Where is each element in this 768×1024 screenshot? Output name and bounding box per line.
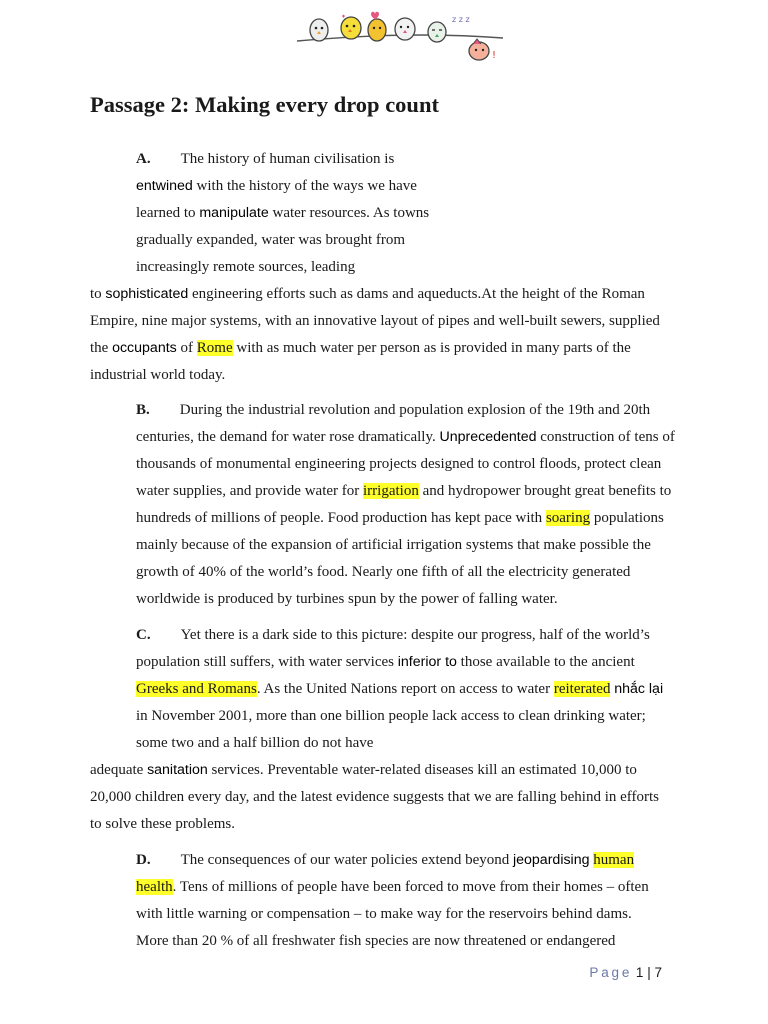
line: Greeks and Romans. As the United Nations report on access to water reiterated nhắc lại bbox=[136, 681, 664, 697]
bird-5-icon bbox=[428, 22, 446, 42]
line: hundreds of millions of people. Food production has kept pace with soaring populations bbox=[136, 510, 664, 526]
line: to solve these problems. bbox=[90, 816, 235, 832]
page-total: 7 bbox=[654, 965, 662, 980]
highlight: Rome bbox=[196, 340, 233, 356]
vietnamese-note: nhắc lại bbox=[614, 681, 664, 697]
highlight: health bbox=[136, 879, 173, 895]
line: thousands of monumental engineering projects designed to control floods, protect clean bbox=[136, 456, 662, 472]
line: C. Yet there is a dark side to this picture: despite our progress, half of the world’s bbox=[136, 627, 650, 643]
bird-3-icon bbox=[368, 12, 386, 41]
line: entwined with the history of the ways we have bbox=[136, 178, 417, 194]
svg-text:!: ! bbox=[492, 50, 497, 61]
page-number: 1 bbox=[635, 965, 644, 980]
bird-4-icon bbox=[395, 18, 415, 40]
line: some two and a half billion do not have bbox=[136, 735, 374, 751]
keyword: entwined bbox=[136, 178, 193, 194]
line: learned to manipulate water resources. As towns bbox=[136, 205, 430, 221]
line: health. Tens of millions of people have been forced to move from their homes – often bbox=[136, 879, 649, 895]
line: with little warning or compensation – to make way for the reservoirs behind dams. bbox=[136, 906, 632, 922]
line: B. During the industrial revolution and population explosion of the 19th and 20th bbox=[136, 402, 651, 418]
line: 20,000 children every day, and the latest evidence suggests that we are falling behind in efforts bbox=[90, 789, 659, 805]
line: water supplies, and provide water for irrigation and hydropower brought great benefits to bbox=[136, 483, 672, 499]
keyword: Unprecedented bbox=[439, 429, 537, 445]
keyword: manipulate bbox=[199, 205, 269, 221]
page-label: Page bbox=[589, 965, 633, 980]
line: growth of 40% of the world’s food. Nearly one fifth of all the electricity generated bbox=[136, 564, 631, 580]
line: D. The consequences of our water policies extend beyond jeopardising human bbox=[136, 852, 635, 868]
paragraph-letter: B. bbox=[136, 402, 150, 418]
highlight: Greeks and Romans bbox=[136, 681, 257, 697]
line: the occupants of Rome with as much water per person as is provided in many parts of the bbox=[90, 340, 631, 356]
svg-text:z z z: z z z bbox=[452, 15, 470, 24]
page-separator: | bbox=[647, 965, 651, 980]
bird-1-icon bbox=[310, 19, 328, 41]
bird-2-icon bbox=[341, 17, 361, 39]
line: More than 20 % of all freshwater fish species are now threatened or endangered bbox=[136, 933, 616, 949]
line: increasingly remote sources, leading bbox=[136, 259, 356, 275]
line: population still suffers, with water services inferior to those available to the ancient bbox=[136, 654, 635, 670]
keyword: occupants bbox=[112, 340, 177, 356]
birds-header-image bbox=[295, 8, 505, 66]
line: in November 2001, more than one billion people lack access to clean drinking water; bbox=[136, 708, 646, 724]
highlight: irrigation bbox=[363, 483, 419, 499]
line: to sophisticated engineering efforts such as dams and aqueducts.At the height of the Roman bbox=[90, 286, 645, 302]
keyword: sophisticated bbox=[105, 286, 189, 302]
highlight: human bbox=[593, 852, 635, 868]
line: Empire, nine major systems, with an innovative layout of pipes and well-built sewers, supplied bbox=[90, 313, 660, 329]
line: industrial world today. bbox=[90, 367, 226, 383]
paragraph-letter: A. bbox=[136, 151, 151, 167]
line: mainly because of the expansion of artificial irrigation systems that make possible the bbox=[136, 537, 651, 553]
keyword: inferior to bbox=[397, 654, 457, 670]
highlight: soaring bbox=[545, 510, 591, 526]
paragraph-letter: D. bbox=[136, 852, 151, 868]
line: A. The history of human civilisation is bbox=[136, 151, 395, 167]
line: adequate sanitation services. Preventable water-related diseases kill an estimated 10,000 to bbox=[90, 762, 637, 778]
line: gradually expanded, water was brought from bbox=[136, 232, 406, 248]
keyword: sanitation bbox=[147, 762, 208, 778]
bird-6-icon bbox=[469, 39, 489, 60]
page-footer bbox=[589, 965, 662, 980]
highlight: reiterated bbox=[553, 681, 611, 697]
line: worldwide is produced by turbines spun by the power of falling water. bbox=[136, 591, 558, 607]
line: centuries, the demand for water rose dramatically. Unprecedented construction of tens of bbox=[136, 429, 675, 445]
passage-title: Passage 2: Making every drop count bbox=[90, 92, 439, 117]
paragraph-letter: C. bbox=[136, 627, 151, 643]
keyword: jeopardising bbox=[512, 852, 590, 868]
